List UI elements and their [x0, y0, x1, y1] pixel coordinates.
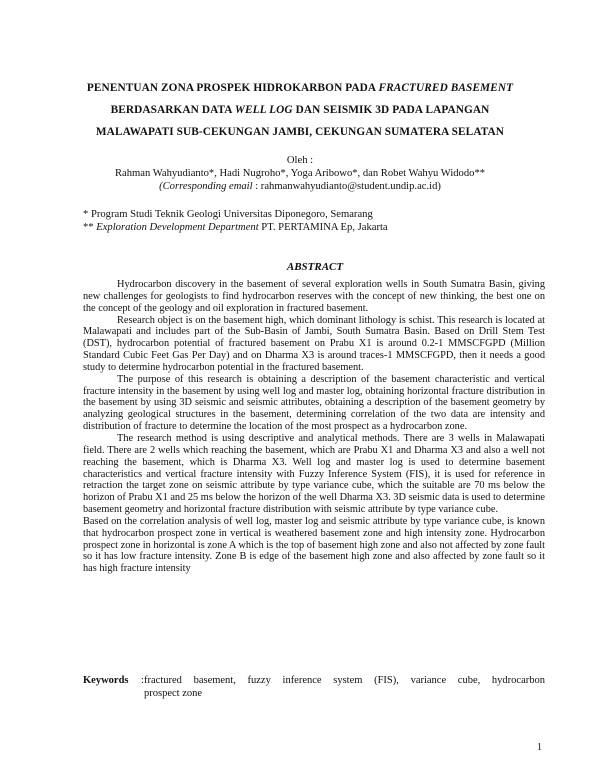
page-number: 1 [537, 742, 542, 753]
affiliation-2-department: Exploration Development Department [96, 222, 259, 233]
keywords-line-1: fractured basement, fuzzy inference system (FIS), variance cube, hydrocarbon [144, 675, 545, 686]
keywords-list [144, 674, 545, 700]
title-line-3: MALAWAPATI SUB-CEKUNGAN JAMBI, CEKUNGAN SUMATERA SELATAN [95, 126, 505, 138]
title-line-2-italic: WELL LOG [234, 104, 293, 116]
abstract-body [83, 279, 545, 575]
oleh-label: Oleh : [286, 155, 314, 166]
title-line-1-text: PENENTUAN ZONA PROSPEK HIDROKARBON PADA [86, 82, 379, 94]
abstract-heading: ABSTRACT [286, 261, 344, 273]
corresponding-email-value: : rahmanwahyudianto@student.undip.ac.id) [252, 181, 441, 192]
corresponding-email [40, 181, 560, 192]
title-line-1-italic: FRACTURED BASEMENT [378, 82, 514, 94]
title-line-2 [60, 104, 540, 116]
abstract-paragraph-2: Research object is on the basement high, which dominant lithology is schist. This research is located at Malawapati and includes part of the Sub-Basin of Jambi, South Sumatra Basin. Based on Drill Stem Test (DST), hydrocarbon potential of fractured basement on Prabu X1 is around 0.2-1 MMSCFGPD (Million Standard Cubic Feet Gas Per Day) and on Dharma X3 is around traces-1 MMSCFGPD, then it needs a good study to determine hydrocarbon potential in the fractured basement. [83, 314, 545, 373]
title-line-2-text-b: DAN SEISMIK 3D PADA LAPANGAN [292, 104, 490, 116]
keywords-label: Keywords [83, 675, 129, 686]
affiliation-2-mark: ** [83, 222, 97, 233]
abstract-paragraph-5: Based on the correlation analysis of well log, master log and seismic attribute by type variance cube, is known that hydrocarbon prospect zone in vertical is weathered basement zone and high intensity zone. Hydrocarbon prospect zone in horizontal is zone A which is the top of basement high zone and also not affected by zone fault so it has low fracture intensity. Zone B is edge of the basement high zone and also affected by zone fault so it has high fracture intensity [83, 515, 545, 575]
keywords-separator: : [141, 675, 144, 686]
affiliation-2-company: PT. PERTAMINA Ep, Jakarta [258, 222, 388, 233]
title-line-1 [60, 82, 540, 94]
keywords-line-2: prospect zone [144, 688, 203, 699]
title-line-2-text-a: BERDASARKAN DATA [110, 104, 235, 116]
abstract-paragraph-4: The research method is using descriptive and analytical methods. There are 3 wells in Malawapati field. There are 2 wells which reaching the basement, which are Prabu X1 and Dharma X3 and also a well not reaching the basement, which is Dharma X3. Well log and master log is used to determine basement characteristics and vertical fracture intensity with Fuzzy Inference System (FIS), it is used for reference in retraction the target zone on seismic attribute by type variance cube, which the suitable are 70 ms below the horizon of Prabu X1 and 25 ms below the horizon of the well Dharma X3. 3D seismic data is used to determine basement geometry and horizontal fracture distribution with seismic attribute by type variance cube. [83, 432, 545, 516]
corresponding-email-label: (Corresponding email [159, 181, 253, 192]
affiliation-1: * Program Studi Teknik Geologi Universitas Diponegoro, Semarang [83, 209, 373, 220]
abstract-paragraph-1: Hydrocarbon discovery in the basement of several exploration wells in South Sumatra Basin, giving new challenges for geologists to find hydrocarbon reserves with the concept of new thinking, the best one on the concept of the geology and oil exploration in fractured basement. [83, 279, 545, 314]
abstract-paragraph-3: The purpose of this research is obtaining a description of the basement characteristic and vertical fracture intensity in the basement by using well log and master log, obtaining horizontal fracture distribution in the basement by using 3D seismic and seismic attributes, obtaining a description of the basement geometry by analyzing geological structures in the basement, determining correlation of the two data are intensity and distribution of fracture to determine the location of the most prospect as a hydrocarbon zone. [83, 373, 545, 433]
affiliation-2 [83, 222, 388, 233]
author-list: Rahman Wahyudianto*, Hadi Nugroho*, Yoga Aribowo*, dan Robet Wahyu Widodo** [114, 168, 486, 179]
